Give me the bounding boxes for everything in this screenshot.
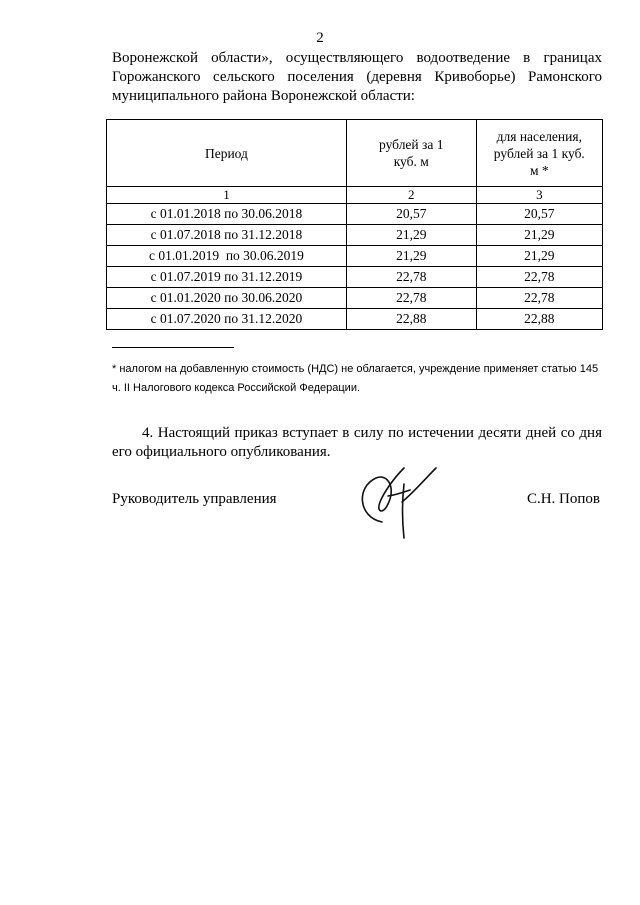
period-cell: с 01.07.2020 по 31.12.2020 [107,309,347,330]
column-number: 1 [107,187,347,204]
rate-population-cell: 21,29 [476,246,602,267]
footnote [112,360,602,398]
rate-cell: 22,78 [346,267,476,288]
handwritten-signature [352,462,442,544]
page-number: 2 [316,30,324,46]
intro-line: Воронежской области», осуществляющего водоотведение в границах [112,50,602,66]
rate-population-cell: 20,57 [476,204,602,225]
rate-population-cell: 21,29 [476,225,602,246]
footnote-line: * налогом на добавленную стоимость (НДС) не облагается, учреждение применяет статью 145 [112,363,599,375]
column-number-row [107,187,603,204]
rate-cell: 22,78 [346,288,476,309]
table-row [107,225,603,246]
period-cell: с 01.07.2019 по 31.12.2019 [107,267,347,288]
signatory-title: Руководитель управления [112,491,277,507]
column-number: 2 [346,187,476,204]
table-row [107,204,603,225]
clause-line: его официального опубликования. [112,444,331,460]
rate-cell: 22,88 [346,309,476,330]
footnote-line: ч. II Налогового кодекса Российской Федерации. [112,382,361,394]
table-row [107,267,603,288]
intro-line: муниципального района Воронежской области: [112,88,415,104]
period-cell: с 01.01.2019 по 30.06.2019 [107,246,347,267]
table-row [107,309,603,330]
tariff-table [106,119,603,330]
table-header-row [107,120,603,187]
column-number: 3 [476,187,602,204]
rate-cell: 21,29 [346,246,476,267]
rate-population-cell: 22,78 [476,267,602,288]
period-cell: с 01.01.2020 по 30.06.2020 [107,288,347,309]
table-row [107,246,603,267]
header-rate-population [476,120,602,187]
table-row [107,288,603,309]
intro-paragraph [112,49,602,106]
period-cell: с 01.07.2018 по 31.12.2018 [107,225,347,246]
rate-cell: 21,29 [346,225,476,246]
footnote-divider [112,347,234,348]
rate-population-cell: 22,88 [476,309,602,330]
header-rate-text: рублей за 1 куб. м [379,137,444,169]
header-period: Период [107,120,347,187]
clause-paragraph [112,424,602,462]
header-rate-population-text: для населения, рублей за 1 куб. м * [493,128,585,178]
rate-population-cell: 22,78 [476,288,602,309]
signatory-name: С.Н. Попов [526,491,600,507]
period-cell: с 01.01.2018 по 30.06.2018 [107,204,347,225]
header-rate [346,120,476,187]
intro-line: Горожанского сельского поселения (деревня Кривоборье) Рамонского [112,69,602,85]
rate-cell: 20,57 [346,204,476,225]
clause-line: 4. Настоящий приказ вступает в силу по истечении десяти дней со дня [142,425,602,441]
